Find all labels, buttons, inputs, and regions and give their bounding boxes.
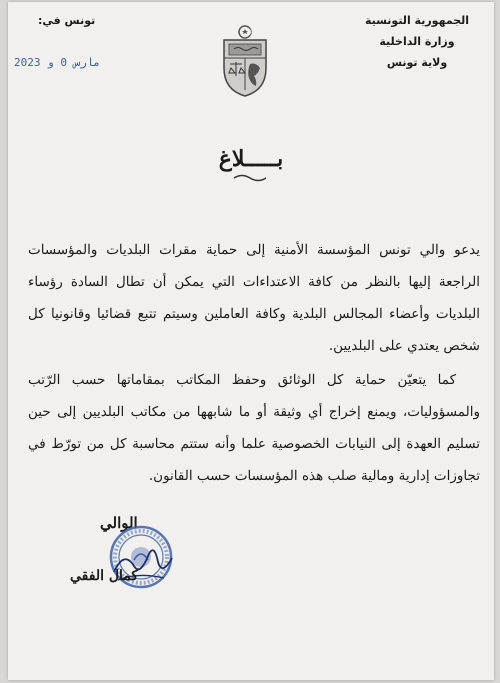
signatory-name: كمال الفقي (70, 568, 139, 584)
republic-name: الجمهورية التونسية (364, 14, 470, 27)
ministry-name: وزارة الداخلية (379, 35, 455, 48)
document-page (8, 2, 494, 680)
body-paragraph-1: يدعو والي تونس المؤسسة الأمنية إلى حماية مقرات البلديات والمؤسسات الراجعة إليها بالنظر من كافة الاعتداءات التي يمكن أن تطال السادة رؤساء البلديات وأعضاء المجالس البلدية وكافة العاملين وسيتم تتبع قضائيا وقانونيا كل شخص يعتدي على البلديين. (28, 242, 480, 354)
coat-of-arms-icon (216, 24, 274, 100)
signatory-title: الوالي (100, 514, 138, 532)
place-date-label: تونس في: (38, 14, 96, 27)
governorate-name: ولاية تونس (386, 56, 448, 69)
document-body (28, 234, 480, 492)
handwritten-signature (108, 542, 178, 592)
letterhead (352, 10, 482, 73)
title-flourish-icon (230, 174, 270, 182)
body-paragraph-2: كما يتعيّن حماية كل الوثائق وحفظ المكاتب بمقاماتها حسب الرّتب والمسؤوليات، ويمنع إخراج أي وثيقة أو ما شابهها من مكاتب البلديين إلى حين تسليم العهدة إلى النيابات الخصوصية علما وأنه ستتم محاسبة كل من تورّط في تجاوزات إدارية ومالية صلب هذه المؤسسات حسب القانون. (28, 372, 480, 484)
date-stamp: 2023 مارس 0 و (14, 56, 101, 69)
document-title: بـــــلاغ (218, 146, 284, 172)
